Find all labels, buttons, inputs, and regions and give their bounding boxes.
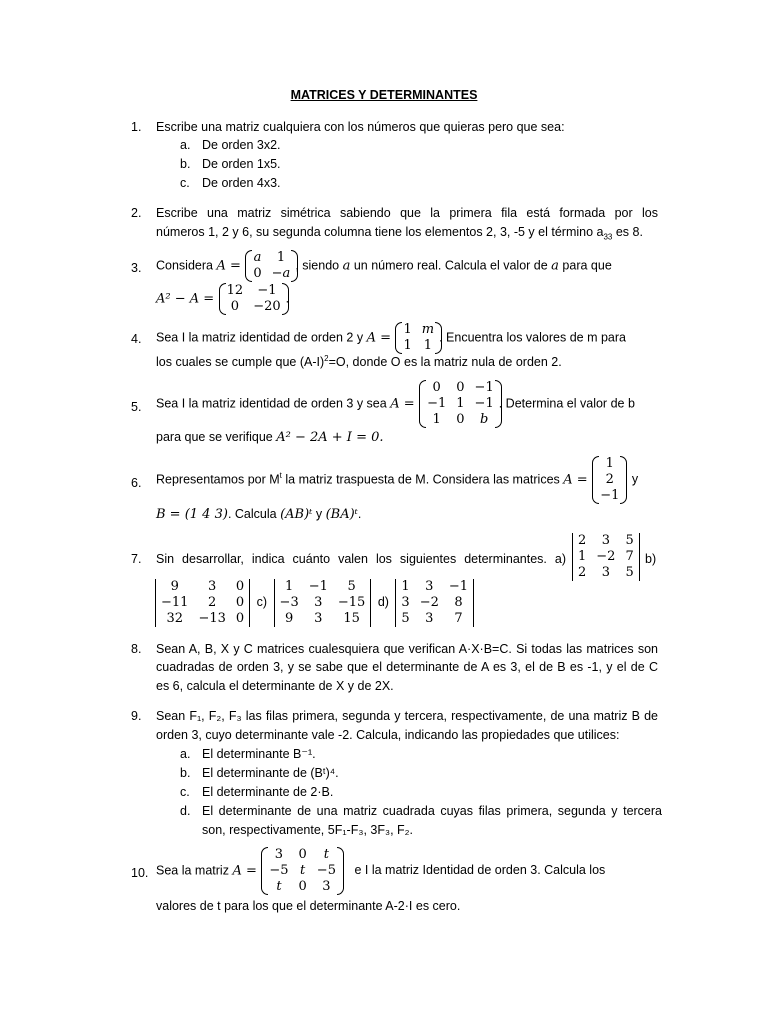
q5-line2: para que se verifique A² − 2A + I = 0. [156,430,384,445]
q1-item-b-letter: b. [180,157,191,171]
q2-line1: Escribe una matriz simétrica sabiendo que la primera fila está formada por los [156,206,658,220]
q7-label-b: b) [645,552,657,566]
q9-item-d-text: El determinante de una matriz cuadrada cuyas filas primera, segunda y tercera [202,804,662,818]
q9-item-b-text: El determinante de (Bᵗ)⁴. [202,766,339,780]
q9-item-d-line2: son, respectivamente, 5F₁-F₃, 3F₃, F₂. [202,823,413,837]
q10-line1: Sea la matriz A = 3 0 t −5 t −5 t 0 3 e I la matriz Identidad de orden 3. Calcula los [156,847,606,894]
q4-number: 4. [131,332,142,346]
q6-line1: Representamos por $M^t$ la matriz traspuesta de M. Considera las matrices A = 1 2 −1 y [156,456,639,503]
q2-number: 2. [131,206,142,220]
q6-line2: B = (1 4 3). Calcula (AB)ᵗ y (BA)ᵗ. [156,507,362,522]
q9-item-b-letter: b. [180,766,191,780]
q1-item-c-letter: c. [180,176,190,190]
q1-item-b-text: De orden 1x5. [202,157,281,171]
q3-number: 3. [131,261,142,275]
q8-number: 8. [131,642,142,656]
q7-line2: 9 3 0 −11 2 0 32 −13 0 c) 1 −1 5 −3 3 −15 9 3 15 d) 1 3 −1 3 −2 8 5 3 7 [156,579,473,627]
q1-item-c-text: De orden 4x3. [202,176,281,190]
q3-matrix-a: a 1 0 −a [248,250,295,282]
q10-line2: valores de t para los que el determinante A-2·I es cero. [156,899,461,913]
q4-line2: los cuales se cumple que $(A-I)^2=O$, donde O es la matriz nula de orden 2. [156,353,562,369]
q7-det-d: 1 3 −1 3 −2 8 5 3 7 [396,579,473,627]
q5-number: 5. [131,400,142,414]
q9-number: 9. [131,709,142,723]
q10-matrix-a: 3 0 t −5 t −5 t 0 3 [264,847,341,895]
q4-line1: Sea I la matriz identidad de orden 2 y A = 1 m 1 1 . Encuentra los valores de m para [156,322,626,353]
q1-item-a-text: De orden 3x2. [202,138,281,152]
q7-number: 7. [131,552,142,566]
q9-item-d-letter: d. [180,804,191,818]
q1-item-a-letter: a. [180,138,191,152]
q1-text: Escribe una matriz cualquiera con los números que quieras pero que sea: [156,120,565,134]
q9-item-a-text: El determinante B⁻¹. [202,747,316,761]
q9-line1: Sean F₁, F₂, F₃ las filas primera, segunda y tercera, respectivamente, de una matriz B de [156,709,658,723]
q4-matrix-a: 1 m 1 1 [398,322,439,354]
q3-line2: A² − A = 12 −1 0 −20 . [156,283,290,314]
page-title: MATRICES Y DETERMINANTES [290,88,478,102]
q5-line1: Sea I la matriz identidad de orden 3 y sea A = 0 0 −1 −1 1 −1 1 0 b . Determina el valor de b [156,380,635,427]
q7-det-c: 1 −1 5 −3 3 −15 9 3 15 [275,579,371,627]
q8-line2: cuadradas de orden 3, y se sabe que el determinante de A es 3, el de B es -1, y el de C [156,660,658,674]
q6-number: 6. [131,476,142,490]
q9-item-c-letter: c. [180,785,190,799]
q7-det-a: 2 3 5 1 −2 7 2 3 5 [573,533,639,581]
q7-det-b: 9 3 0 −11 2 0 32 −13 0 [156,579,249,627]
q2-line2: números 1, 2 y 6, su segunda columna tiene los elementos 2, 3, -5 y el término $a_{33}$ es 8. [156,225,643,242]
q9-item-c-text: El determinante de 2·B. [202,785,334,799]
q1-number: 1. [131,120,142,134]
q6-matrix-a: 1 2 −1 [595,456,624,504]
q5-matrix-a: 0 0 −1 −1 1 −1 1 0 b [422,380,499,428]
q8-line1: Sean A, B, X y C matrices cualesquiera que verifican A·X·B=C. Si todas las matrices son [156,642,658,656]
q8-line3: es 6, calcula el determinante de X y de 2X. [156,679,394,693]
q10-number: 10. [131,866,149,880]
q9-line2: orden 3, cuyo determinante vale -2. Calcula, indicando las propiedades que utilices: [156,728,620,742]
q3-line1: Considera A = a 1 0 −a , siendo a un número real. Calcula el valor de a para que [156,250,612,281]
q9-item-a-letter: a. [180,747,191,761]
q7-text: Sin desarrollar, indica cuánto valen los siguientes determinantes. a) [156,552,566,566]
q3-matrix-b: 12 −1 0 −20 [222,283,286,315]
